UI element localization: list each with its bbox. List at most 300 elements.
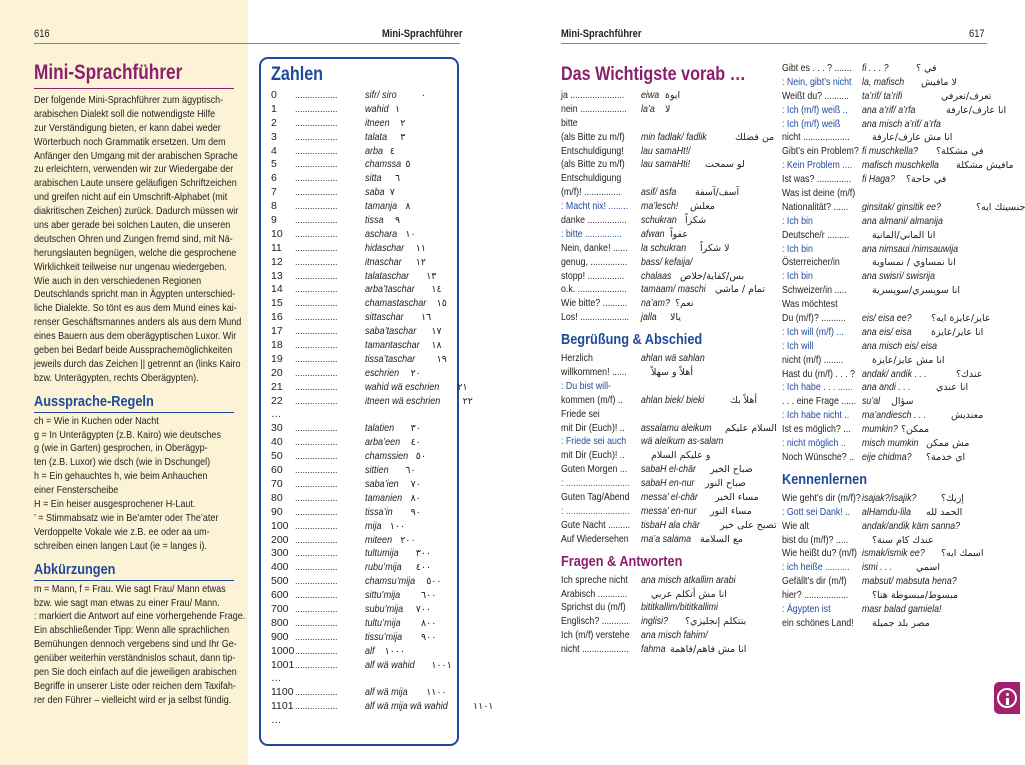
phrase-german: Arabisch ............ (561, 587, 628, 600)
zahl-transliteration: sifr/ siro (365, 89, 397, 101)
phrase-german: (als Bitte zu m/f) (561, 158, 625, 171)
phrase-row (782, 534, 1012, 548)
zahl-transliteration: talataschar (365, 269, 410, 282)
zahl-row (271, 367, 456, 381)
text-line: liche Dialekte. So tönt es aus dem Mund eines kai- (34, 302, 237, 315)
phrase-arabic: في حاجة؟ (906, 174, 947, 186)
phrase-german: bitte (561, 116, 578, 129)
phrase-arabic: لا شكراً (700, 242, 730, 254)
phrase-german: : Ich bin (782, 270, 813, 283)
phrase-arabic: انا سويسري/سويسرية (872, 285, 961, 297)
phrase-row (782, 118, 1012, 132)
phrase-arabic: جنسيتك ايه؟ (976, 201, 1025, 213)
phrase-transliteration: andak/ andik . . . (862, 367, 927, 380)
zahl-row (271, 200, 456, 214)
phrase-row (782, 547, 1012, 561)
phrase-german: Hast du (m/f) . . . ? (782, 367, 856, 380)
zahl-number: 60 (271, 464, 283, 477)
phrase-transliteration: asif/ asfa (641, 186, 677, 199)
zahl-dots: ................. (295, 534, 338, 545)
phrase-row (782, 381, 1012, 395)
text-line: m = Mann, f = Frau. Wie sagt Frau/ Mann etwas (34, 582, 226, 595)
aussprache-title: Aussprache-Regeln (34, 392, 154, 410)
zahl-dots: ................. (295, 548, 338, 559)
phrase-row (782, 173, 1012, 187)
zahl-transliteration: saba’ien (365, 477, 399, 490)
phrase-arabic: صباح الخير (710, 464, 753, 476)
phrase-row (782, 340, 1012, 354)
zahl-number: 800 (271, 616, 289, 629)
phrase-transliteration: sabaH el-chär (641, 463, 696, 476)
phrase-row (561, 366, 776, 380)
header-rule-left (34, 43, 460, 44)
phrase-transliteration: eije chidma? (862, 450, 912, 463)
zahl-transliteration: wahid wä eschrien (365, 380, 440, 393)
phrase-transliteration: ma’lesch! (641, 200, 679, 213)
phrase-row (561, 533, 776, 547)
text-line: geben bei Bedarf beide Aussprachemöglichkeiten (34, 344, 233, 357)
zahl-dots: ................. (295, 590, 338, 601)
phrase-row (782, 395, 1012, 409)
zahl-dots: ................. (295, 312, 338, 323)
phrase-transliteration: chalaas (641, 269, 672, 282)
zahl-row (271, 603, 456, 617)
phrase-row (782, 617, 1012, 631)
zahl-transliteration: mija (365, 519, 382, 532)
zahl-transliteration: saba’taschar (365, 325, 417, 338)
zahl-transliteration: chamastaschar (365, 297, 427, 310)
zahl-dots: ................. (295, 256, 338, 267)
zahl-dots: ................. (295, 437, 338, 448)
zahl-dots: ................. (295, 242, 338, 253)
text-line: uns aber gerade bei solchen Lauten, die unseren (34, 219, 231, 232)
zahl-number: 17 (271, 325, 283, 338)
phrase-transliteration: alHamdu-lila (862, 505, 912, 518)
zahl-dots: ................. (295, 603, 338, 614)
phrase-arabic: انا نمساوي / نمساوية (872, 257, 956, 269)
zahl-number: 4 (271, 144, 277, 157)
zahl-transliteration: eschrien (365, 366, 400, 379)
zahl-number: 13 (271, 269, 283, 282)
zahl-number: 1000 (271, 644, 295, 657)
zahl-transliteration: alf (365, 644, 375, 657)
phrase-row (782, 298, 1012, 312)
zahl-row (271, 270, 456, 284)
zahl-arabic: ١٥ (436, 298, 447, 310)
phrase-german: o.k. .................... (561, 283, 627, 296)
phrase-transliteration: ma’a salama (641, 532, 692, 545)
phrase-row (561, 394, 776, 408)
text-line: g (wie in Garten) gesprochen, in Oberägyp- (34, 442, 208, 455)
zahl-row (271, 464, 456, 478)
zahl-transliteration: arba’een (365, 436, 401, 449)
zahl-dots: ................. (295, 520, 338, 531)
zahl-number: 2 (271, 116, 277, 129)
zahl-row (271, 422, 456, 436)
text-line: bzw. Unterägypten, rechts Oberägypten). (34, 371, 199, 384)
header-rule-right (561, 43, 987, 44)
text-line: Der folgende Mini-Sprachführer zum ägyptisch- (34, 94, 224, 106)
zahl-number: … (271, 714, 282, 727)
phrase-transliteration: ana nimsaui /nimsauwija (862, 242, 959, 255)
phrase-german: Österreicher/in (782, 256, 840, 269)
begruessung-list (561, 352, 776, 546)
phrase-row (561, 422, 776, 436)
phrase-arabic: انا عندي (936, 382, 969, 394)
text-line: zu erleichtern, verwenden wir zur Wiedergabe der (34, 163, 234, 176)
phrase-german: Englisch? ........... (561, 615, 629, 628)
phrase-transliteration: inglisi? (641, 615, 668, 628)
phrase-german: Wie heißt du? (m/f) (782, 547, 857, 560)
phrase-row (561, 477, 776, 491)
phrase-german: nicht ................... (561, 643, 629, 656)
phrase-row (561, 200, 776, 214)
phrase-row (782, 131, 1012, 145)
phrase-row (782, 589, 1012, 603)
phrase-transliteration: na’am? (641, 297, 670, 310)
zahl-row (271, 311, 456, 325)
phrase-german: : Nein, gibt’s nicht (782, 75, 852, 88)
phrase-german: Nationalität? ...... (782, 200, 849, 213)
zahl-row (271, 575, 456, 589)
zahl-arabic: ٦٠٠ (421, 590, 437, 602)
zahl-number: 400 (271, 561, 289, 574)
phrase-german: . . . eine Frage ...... (782, 395, 857, 408)
text-line: und greifen nicht auf ein Umschrift-Alphabet (mit (34, 191, 228, 204)
zahl-dots: ................. (295, 201, 338, 212)
phrase-row (561, 574, 776, 588)
phrase-german: : ich heiße .......... (782, 561, 850, 574)
phrase-arabic: مصر بلد جميلة (872, 617, 930, 629)
zahl-row (271, 158, 456, 172)
phrase-german: : bitte ............... (561, 227, 622, 240)
phrase-transliteration: su’al (862, 395, 881, 408)
phrase-german: : Du bist will- (561, 379, 611, 392)
phrase-transliteration: tamaam/ maschi (641, 283, 706, 296)
zahl-dots: ................. (295, 215, 338, 226)
phrase-row (782, 326, 1012, 340)
zahl-row (271, 659, 456, 673)
phrase-transliteration: lau samaHt!/ (641, 144, 691, 157)
phrase-german: Entschuldigung (561, 172, 622, 185)
phrase-arabic: معلش (690, 201, 715, 213)
phrase-arabic: لو سمحت (705, 159, 745, 171)
phrase-german: Ich (m/f) verstehe (561, 629, 630, 642)
zahl-row (271, 297, 456, 311)
phrase-row (561, 270, 776, 284)
zahl-number: 80 (271, 491, 283, 504)
phrase-arabic: سؤال (891, 396, 914, 408)
zahl-row (271, 145, 456, 159)
phrase-row (561, 214, 776, 228)
zahl-transliteration: hidaschar (365, 241, 405, 254)
zahl-transliteration: chamssa (365, 158, 402, 171)
phrase-german: genug, ............... (561, 255, 628, 268)
phrase-german: : Kein Problem .... (782, 159, 853, 172)
zahl-arabic: ١٠٠٠ (384, 645, 406, 657)
zahl-arabic: ١٧ (431, 326, 442, 338)
text-line: ch = Wie in Kuchen oder Nacht (34, 414, 159, 427)
phrase-row (561, 145, 776, 159)
phrase-row (561, 89, 776, 103)
zahl-transliteration: tissu’mija (365, 630, 403, 643)
zahl-transliteration: talata (365, 130, 388, 143)
zahl-number: 30 (271, 422, 283, 435)
phrase-arabic: الحمد لله (926, 506, 963, 518)
phrase-transliteration: eiwa (641, 89, 660, 101)
phrase-german: : nicht möglich .. (782, 437, 846, 450)
zahl-dots: ................. (295, 645, 338, 656)
zahl-number: 70 (271, 477, 283, 490)
phrase-transliteration: schukran (641, 214, 677, 227)
phrase-row (561, 103, 776, 117)
phrase-german: ein schönes Land! (782, 616, 854, 629)
phrase-arabic: مبسوط/مبسوطة هنا؟ (872, 590, 959, 602)
phrase-german: bist du (m/f)? ..... (782, 533, 849, 546)
zahl-arabic: ١٦ (421, 312, 432, 324)
phrase-german: Wie alt (782, 519, 809, 532)
phrase-transliteration: ma’andiesch . . . (862, 409, 927, 422)
zahl-row (271, 103, 456, 117)
zahl-number: 21 (271, 380, 283, 393)
zahl-number: 3 (271, 130, 277, 143)
zahl-arabic: ٢٠ (410, 367, 421, 379)
phrase-german: : Ägypten ist (782, 602, 831, 615)
phrase-row (782, 354, 1012, 368)
phrase-arabic: السلام عليكم (725, 422, 777, 434)
zahl-number: 8 (271, 200, 277, 213)
zahl-dots: ................. (295, 562, 338, 573)
phrase-row (782, 145, 1012, 159)
phrase-german: Was möchtest (782, 298, 838, 311)
zahl-arabic: ١١٠٠ (426, 687, 447, 699)
zahl-transliteration: subu’mija (365, 602, 404, 615)
zahl-transliteration: wahid (365, 102, 389, 115)
phrase-row (561, 283, 776, 297)
zahl-number: 20 (271, 366, 283, 379)
phrase-german: : .......................... (561, 504, 630, 517)
zahl-arabic: ٦٠ (405, 465, 416, 477)
right-column-1 (561, 62, 776, 657)
phrase-german: Auf Wiedersehen (561, 532, 629, 545)
zahl-arabic: ١٤ (431, 284, 442, 296)
phrase-german: mit Dir (Euch)! .. (561, 421, 625, 434)
zahl-number: 90 (271, 505, 283, 518)
zahl-arabic: ٢٢ (462, 395, 473, 407)
phrase-german: Guten Morgen ... (561, 463, 628, 476)
text-line: ’ = Stimmabsatz wie in Be’amter oder The’ater (34, 511, 219, 524)
phrase-german: : Gott sei Dank! .. (782, 505, 851, 518)
zahl-transliteration: sittien (365, 464, 389, 477)
fragen-title: Fragen & Antworten (561, 552, 683, 570)
text-line: rer den Führer – vielleicht wird er ja selbst fündig. (34, 693, 232, 706)
phrase-german: Schweizer/in ..... (782, 284, 847, 297)
phrase-german: Herzlich (561, 352, 593, 365)
text-line: diakritischen Zeichen) zurück. Dadurch müssen wir (34, 205, 239, 218)
phrase-row (782, 270, 1012, 284)
zahlen-list (271, 89, 494, 728)
zahl-arabic: ١٠ (405, 228, 416, 240)
phrase-arabic: عندك؟ (956, 368, 983, 380)
zahl-row (271, 339, 456, 353)
phrase-row (561, 643, 776, 657)
zahl-arabic: ٣٠٠ (415, 548, 432, 560)
phrase-row (782, 215, 1012, 229)
zahl-number: 14 (271, 283, 283, 296)
phrase-transliteration: messa’ el-chär (641, 491, 698, 504)
phrase-german: ja ...................... (561, 89, 625, 101)
zahl-number: 200 (271, 533, 289, 546)
zahl-number: 11 (271, 241, 282, 254)
text-line: Ein abschließender Tipp: Wenn alle sprachlichen (34, 624, 230, 637)
phrase-transliteration: min fadlak/ fadlik (641, 130, 707, 143)
phrase-arabic: انا مش أتكلم عربي (651, 588, 727, 600)
text-line: Wirklichkeit teilweise nur ungenau wiedergeben. (34, 260, 227, 273)
phrase-arabic: في مشكلة؟ (936, 146, 984, 158)
phrase-row (782, 437, 1012, 451)
zahl-transliteration: miteen (365, 533, 393, 546)
zahl-number: 18 (271, 339, 283, 352)
phrase-row (782, 409, 1012, 423)
phrase-german: : Ich (m/f) weiß .. (782, 103, 848, 116)
phrase-row (561, 491, 776, 505)
wichtigste-title: Das Wichtigste vorab … (561, 64, 746, 85)
info-icon (997, 688, 1017, 708)
phrase-transliteration: isajak?/isajik? (862, 491, 917, 504)
phrase-row (561, 380, 776, 394)
phrase-row (561, 117, 776, 131)
phrase-row (561, 463, 776, 477)
phrase-row (782, 520, 1012, 534)
aussprache-text (34, 415, 239, 554)
zahl-arabic: ٩٠ (410, 506, 421, 518)
text-line: pen Sie doch einfach auf die jeweiligen arabischen (34, 665, 237, 678)
phrase-german: : Friede sei auch (561, 435, 627, 448)
zahl-arabic: ١٩ (436, 353, 447, 365)
zahl-arabic: ٥٠ (415, 451, 427, 463)
zahl-number: 1 (271, 102, 277, 115)
page-number-right: 617 (969, 28, 985, 40)
zahl-transliteration: chamssien (365, 450, 409, 463)
kennenlernen-title: Kennenlernen (782, 470, 868, 488)
phrase-german: : Macht nix! ........ (561, 200, 629, 213)
phrase-row (782, 575, 1012, 589)
zahl-row (271, 506, 456, 520)
right-page (510, 0, 1025, 765)
text-line: Wörterbuch noch Grammatik ersetzen. Um dem (34, 135, 226, 148)
info-tab[interactable] (994, 682, 1020, 714)
zahl-transliteration: aschara (365, 227, 398, 240)
text-line: renser Geschäftsmannes anders als aus dem Mund (34, 316, 242, 329)
phrase-row (782, 159, 1012, 173)
zahl-arabic: ١٠٠١ (431, 659, 452, 671)
running-head-left: Mini-Sprachführer (382, 28, 463, 40)
phrase-arabic: و عليكم السلام (651, 450, 711, 462)
zahl-arabic: ٣٠ (410, 423, 421, 435)
phrase-row (782, 506, 1012, 520)
zahl-row (271, 283, 456, 297)
phrase-german: Du (m/f)? .......... (782, 312, 846, 325)
phrase-row (782, 492, 1012, 506)
phrase-transliteration: la’a (641, 102, 655, 115)
text-line: schreiben einen langen Laut (ie = langes i). (34, 539, 207, 552)
phrase-transliteration: mafisch muschkella (862, 159, 939, 172)
text-line: genüber weiterhin verständnislos schaut, dann tip- (34, 652, 236, 665)
phrase-arabic: من فضلك (735, 131, 775, 143)
phrase-row (561, 172, 776, 186)
phrase-transliteration: ginsitak/ ginsitik ee? (862, 200, 941, 213)
zahl-number: 50 (271, 450, 283, 463)
zahl-dots: ................. (295, 173, 338, 184)
zahl-number: 500 (271, 575, 289, 588)
zahl-row (271, 436, 456, 450)
phrase-transliteration: fahma (641, 643, 666, 656)
zahl-transliteration: tamantaschar (365, 339, 420, 352)
phrase-transliteration: mumkin? (862, 423, 898, 436)
zahl-dots: ................. (295, 631, 338, 642)
zahl-row (271, 353, 456, 367)
phrase-arabic: أهلاً بك (730, 394, 757, 406)
zahl-arabic: ٨ (405, 201, 411, 213)
phrase-row (782, 104, 1012, 118)
zahl-number: 0 (271, 89, 277, 101)
phrase-arabic: تعرف/تعرفي (941, 90, 992, 102)
phrase-transliteration: ana misch a’rif/ a’rfa (862, 117, 941, 130)
zahl-dots: ................. (295, 659, 338, 670)
zahl-transliteration: sittaschar (365, 311, 404, 324)
zahl-transliteration: tamanja (365, 200, 398, 213)
phrase-german: : .......................... (561, 477, 630, 490)
zahl-arabic: ٩٠٠ (421, 631, 437, 643)
wichtigste-list (561, 89, 776, 325)
zahlen-title: Zahlen (271, 64, 324, 85)
phrase-german: (als Bitte zu m/f) (561, 130, 625, 143)
phrase-transliteration: wä aleikum as-salam (641, 435, 724, 448)
phrase-german: : Ich (m/f) weiß (782, 117, 841, 130)
text-line: herungslauten begnügen, welche die gesprochene (34, 246, 237, 259)
zahl-arabic: ٧٠٠ (415, 603, 432, 615)
phrase-transliteration: ahlan biek/ bieki (641, 393, 705, 406)
zahl-transliteration: alf wä mija (365, 686, 408, 699)
zahl-transliteration: tissa (365, 214, 384, 227)
phrase-arabic: مساء الخير (715, 492, 759, 504)
phrase-transliteration: andak/andik käm sanna? (862, 519, 961, 532)
page-number-left: 616 (34, 28, 50, 40)
text-line: zur Verständigung bieten, er kann dabei weder (34, 121, 221, 134)
zahl-number: 1101 (271, 700, 294, 713)
phrase-arabic: ممكن؟ (901, 424, 930, 436)
zahl-row (271, 242, 456, 256)
zahl-arabic: ٥٠٠ (426, 576, 442, 588)
phrase-transliteration: masr balad gamiela! (862, 602, 942, 615)
zahl-arabic: ١١ (415, 242, 427, 254)
phrase-row (782, 603, 1012, 617)
zahl-row (271, 631, 456, 645)
zahl-arabic: ٧٠ (410, 478, 421, 490)
phrase-row (782, 90, 1012, 104)
text-line: h = Ein gehauchtes h, wie beim Anhauchen (34, 470, 208, 483)
zahl-row (271, 478, 456, 492)
zahl-number: 9 (271, 214, 277, 227)
zahl-dots: ................. (295, 270, 338, 281)
phrase-transliteration: jalla (641, 311, 657, 324)
zahl-row (271, 89, 456, 103)
phrase-arabic: انا الماني/المانية (872, 229, 936, 241)
phrase-transliteration: bass/ kefaija/ (641, 255, 693, 268)
phrase-german: : Ich will (782, 339, 814, 352)
zahl-dots: ................. (295, 701, 338, 712)
zahl-row (271, 520, 456, 534)
